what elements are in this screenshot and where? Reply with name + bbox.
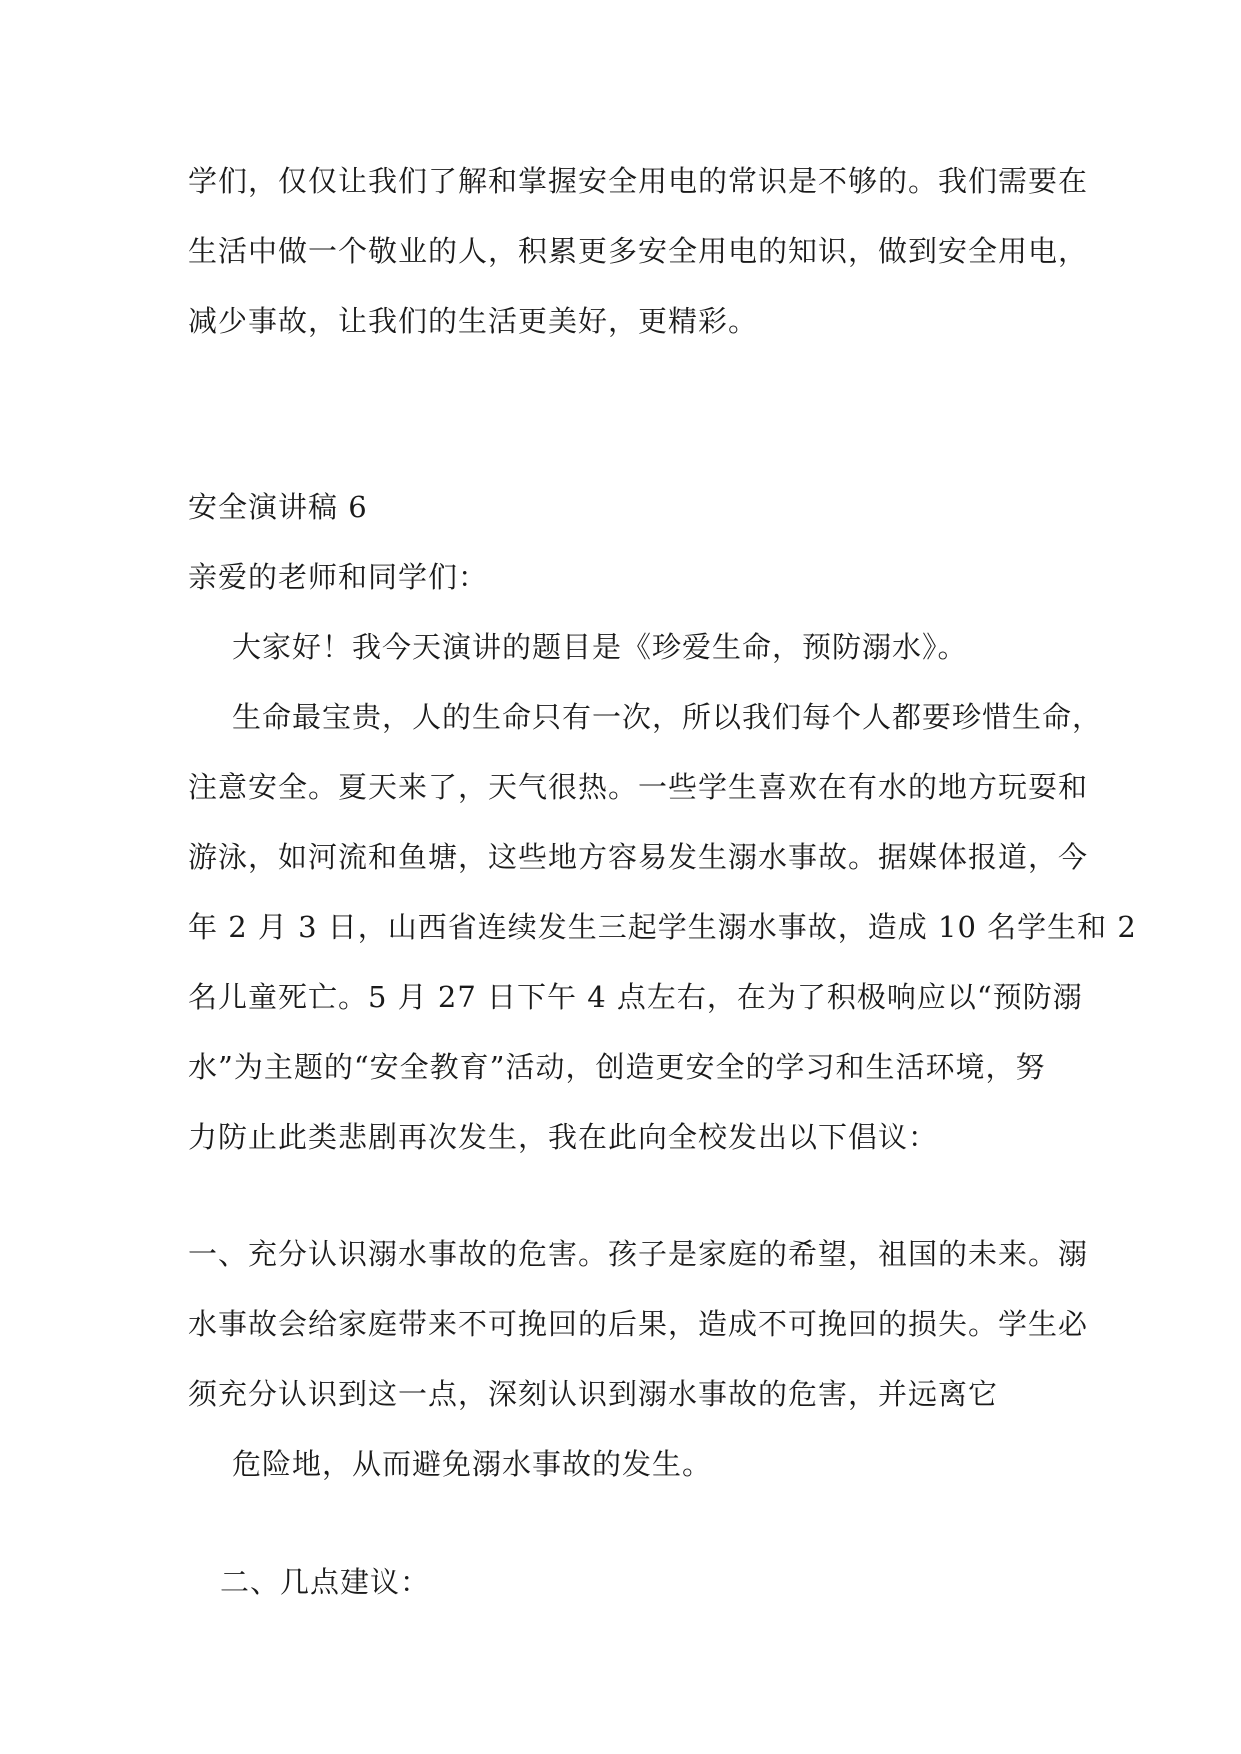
body-line-3: 游泳，如河流和鱼塘，这些地方容易发生溺水事故。据媒体报道，今 <box>188 840 1089 874</box>
body-line-2: 注意安全。夏天来了，天气很热。一些学生喜欢在有水的地方玩耍和 <box>188 770 1089 804</box>
intro-line-3: 减少事故，让我们的生活更美好，更精彩。 <box>188 304 759 338</box>
intro-line-2: 生活中做一个敬业的人，积累更多安全用电的知识，做到安全用电， <box>188 234 1089 268</box>
point-one-line-1: 一、充分认识溺水事故的危害。孩子是家庭的希望，祖国的未来。溺 <box>188 1237 1089 1271</box>
body-line-7: 力防止此类悲剧再次发生，我在此向全校发出以下倡议： <box>188 1120 939 1154</box>
salutation: 亲爱的老师和同学们： <box>188 560 489 594</box>
body-line-6: 水”为主题的“安全教育”活动，创造更安全的学习和生活环境，努 <box>188 1050 1046 1084</box>
intro-line-1: 学们，仅仅让我们了解和掌握安全用电的常识是不够的。我们需要在 <box>188 164 1089 198</box>
body-line-4: 年 2 月 3 日，山西省连续发生三起学生溺水事故，造成 10 名学生和 2 <box>188 910 1137 944</box>
point-one-line-2: 水事故会给家庭带来不可挽回的后果，造成不可挽回的损失。学生必 <box>188 1307 1089 1341</box>
body-line-1: 生命最宝贵，人的生命只有一次，所以我们每个人都要珍惜生命， <box>232 700 1103 734</box>
opening-line: 大家好！我今天演讲的题目是《珍爱生命，预防溺水》。 <box>232 630 968 664</box>
point-two-heading: 二、几点建议： <box>220 1565 431 1599</box>
point-one-line-3: 须充分认识到这一点，深刻认识到溺水事故的危害，并远离它 <box>188 1377 999 1411</box>
point-one-continued: 危险地，从而避免溺水事故的发生。 <box>232 1447 713 1481</box>
body-line-5: 名儿童死亡。5 月 27 日下午 4 点左右，在为了积极响应以“预防溺 <box>188 980 1083 1014</box>
speech-title: 安全演讲稿 6 <box>188 490 368 524</box>
